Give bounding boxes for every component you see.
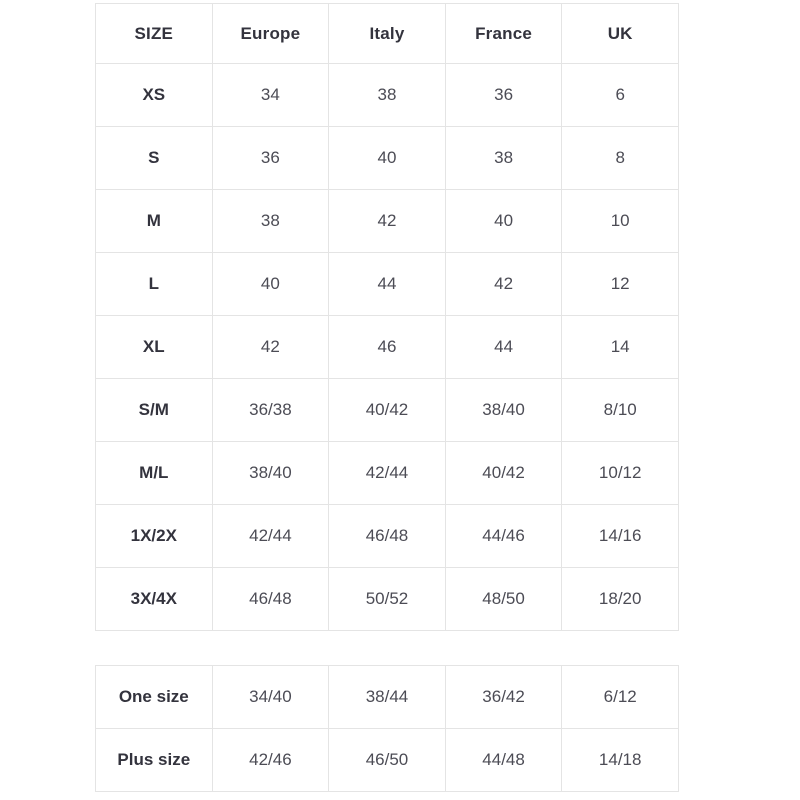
- table-cell: 42/46: [212, 729, 329, 792]
- table-cell: 38/44: [329, 666, 446, 729]
- table-cell: 38/40: [212, 442, 329, 505]
- row-label-cell: S/M: [96, 379, 213, 442]
- table-cell: 6/12: [562, 666, 679, 729]
- row-label-cell: XL: [96, 316, 213, 379]
- table-cell: 10: [562, 190, 679, 253]
- table-cell: 40/42: [445, 442, 562, 505]
- row-label-cell: M/L: [96, 442, 213, 505]
- table-cell: 36/38: [212, 379, 329, 442]
- table-cell: 38: [329, 64, 446, 127]
- col-header-france: France: [445, 4, 562, 64]
- table-cell: 42: [212, 316, 329, 379]
- row-label-cell: M: [96, 190, 213, 253]
- table-row-xl: [96, 316, 679, 379]
- table-row-s-m: [96, 379, 679, 442]
- table-cell: 46/48: [329, 505, 446, 568]
- table-cell: 38: [212, 190, 329, 253]
- table-cell: 36: [212, 127, 329, 190]
- table-cell: 44/46: [445, 505, 562, 568]
- row-label-cell: XS: [96, 64, 213, 127]
- table-cell: 8: [562, 127, 679, 190]
- row-label-cell: Plus size: [96, 729, 213, 792]
- row-label-cell: S: [96, 127, 213, 190]
- table-cell: 46: [329, 316, 446, 379]
- table-cell: 40/42: [329, 379, 446, 442]
- table-cell: 36: [445, 64, 562, 127]
- table-row-xs: [96, 64, 679, 127]
- table-cell: 50/52: [329, 568, 446, 631]
- table-cell: 46/48: [212, 568, 329, 631]
- table-cell: 8/10: [562, 379, 679, 442]
- col-header-europe: Europe: [212, 4, 329, 64]
- col-header-size: SIZE: [96, 4, 213, 64]
- table-cell: 42: [445, 253, 562, 316]
- col-header-italy: Italy: [329, 4, 446, 64]
- table-cell: 40: [329, 127, 446, 190]
- table-cell: 48/50: [445, 568, 562, 631]
- table-cell: 12: [562, 253, 679, 316]
- table-cell: 42/44: [329, 442, 446, 505]
- table-cell: 10/12: [562, 442, 679, 505]
- table-cell: 36/42: [445, 666, 562, 729]
- table-cell: 34/40: [212, 666, 329, 729]
- table-row-m-l: [96, 442, 679, 505]
- table-cell: 38/40: [445, 379, 562, 442]
- table-cell: 44: [329, 253, 446, 316]
- table-cell: 38: [445, 127, 562, 190]
- size-conversion-table: [95, 3, 679, 631]
- row-label-cell: One size: [96, 666, 213, 729]
- table-header-row: [96, 4, 679, 64]
- row-label-cell: 1X/2X: [96, 505, 213, 568]
- table-row-plus-size: [96, 729, 679, 792]
- table-row-s: [96, 127, 679, 190]
- table-cell: 42/44: [212, 505, 329, 568]
- row-label-cell: 3X/4X: [96, 568, 213, 631]
- table-cell: 46/50: [329, 729, 446, 792]
- size-table-body: [96, 64, 679, 631]
- special-sizes-table: [95, 665, 679, 792]
- table-cell: 44: [445, 316, 562, 379]
- table-cell: 42: [329, 190, 446, 253]
- table-cell: 6: [562, 64, 679, 127]
- row-label-cell: L: [96, 253, 213, 316]
- table-cell: 40: [212, 253, 329, 316]
- table-cell: 14/16: [562, 505, 679, 568]
- special-sizes-table-body: [96, 666, 679, 792]
- table-row-3x-4x: [96, 568, 679, 631]
- size-table-header: [96, 4, 679, 64]
- table-cell: 34: [212, 64, 329, 127]
- table-row-one-size: [96, 666, 679, 729]
- col-header-uk: UK: [562, 4, 679, 64]
- table-cell: 44/48: [445, 729, 562, 792]
- table-cell: 14/18: [562, 729, 679, 792]
- table-row-l: [96, 253, 679, 316]
- table-cell: 14: [562, 316, 679, 379]
- table-row-1x-2x: [96, 505, 679, 568]
- table-cell: 40: [445, 190, 562, 253]
- table-row-m: [96, 190, 679, 253]
- table-cell: 18/20: [562, 568, 679, 631]
